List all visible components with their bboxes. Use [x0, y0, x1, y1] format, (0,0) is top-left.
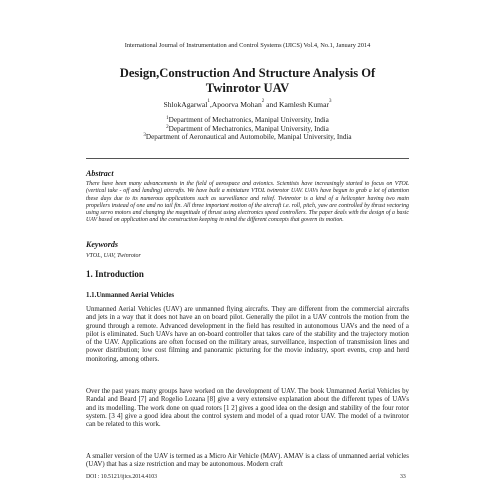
affiliation-text: Department of Mechatronics, Manipal University, India — [168, 116, 329, 124]
page-number: 33 — [400, 474, 406, 480]
keywords-heading: Keywords — [86, 240, 118, 249]
affiliation-mark: 2 — [166, 124, 169, 130]
doi-footer: DOI : 10.5121/ijics.2014.4103 — [86, 474, 158, 480]
subsection-heading: 1.1.Unmanned Aerial Vehicles — [86, 292, 175, 299]
author-affil-mark: 1 — [207, 99, 210, 104]
author-name: ,Apoorva Mohan — [209, 100, 262, 109]
paper-title-line-1: Design,Construction And Structure Analysis Of — [119, 66, 376, 80]
body-paragraph: Unmanned Aerial Vehicles (UAV) are unmanned flying aircrafts. They are different from the commercial aircrafts and jets in a way that it does not have an on board pilot. Generally the pilot in a UAV controls the motion from the ground through a remote. Advanced development in the field has resulted in autonomous UAVs and the need of a pilot is eliminated. Such UAVs have an on-board controller that takes care of the stability and the trajectory motion of the UAV. Applications are often focused on the military areas, surveillance, inspection of transmission lines and power distribution; low cost filming and panoramic picturing for the movie industry, sport events, crop and herd monitoring, among others. — [86, 306, 409, 363]
section-heading: 1. Introduction — [86, 269, 144, 279]
author-name: and Kamlesh Kumar — [264, 100, 329, 109]
abstract-heading: Abstract — [86, 169, 114, 178]
paper-title-line-2: Twinrotor UAV — [205, 81, 290, 95]
affiliation — [0, 116, 495, 125]
affiliation-mark: 1 — [166, 116, 169, 121]
body-paragraph: A smaller version of the UAV is termed as a Micro Air Vehicle (MAV). AMAV is a class of unmanned aerial vehicles (UAV) that has a size restriction and may be autonomous. Modern craft — [86, 453, 409, 469]
affiliation-text: Department of Aeronautical and Automobile, Manipal University, India — [145, 133, 352, 142]
keywords-text: VTOL, UAV, Twinrotor — [86, 253, 141, 259]
divider — [86, 158, 409, 159]
paper-title — [60, 66, 435, 96]
author-name: ShlokAgarwal — [163, 100, 208, 109]
affiliation — [0, 125, 495, 134]
journal-header: International Journal of Instrumentation and Control Systems (IJICS) Vol.4, No.1, January 2014 — [124, 42, 371, 49]
affiliation-list — [0, 116, 495, 142]
abstract-text: There have been many advancements in the field of aerospace and avionics. Scientists have increasingly started to focus on VTOL (vertical take - off and landing) aircrafts. We have built a miniature VTOL twinrotor UAV. UAVs have begun to grab a lot of attention these days due to its numerous applications such as surveillance and relief. Twinrotor is a kind of a helicopter having two main propellers instead of one and no tail fin. All three important motion of the aircraft i.e. roll, pitch, yaw are controlled by thrust vectoring using servo motors and changing the magnitude of thrust using electronics speed controllers. The paper deals with the design of a basic UAV based on application and the construction keeping in mind the different concepts that govern its motion. — [86, 181, 409, 224]
author-affil-mark: 3 — [329, 99, 332, 104]
affiliation-text: Department of Mechatronics, Manipal University, India — [168, 124, 329, 133]
body-paragraph: Over the past years many groups have worked on the development of UAV. The book Unmanned Aerial Vehicles by Randal and Beard [7] and Rogelio Lozana [8] give a very extensive explanation about the different types of UAVs and its modelling. The work done on quad rotors [1 2] gives a good idea on the design and stability of the four rotor system. [3 4] give a good idea about the control system and model of a quad rotor UAV. The model of a twinrotor can be related to this work. — [86, 388, 409, 429]
author-affil-mark: 2 — [261, 99, 265, 104]
affiliation-mark: 3 — [143, 133, 146, 139]
affiliation — [0, 133, 495, 142]
author-list — [0, 100, 495, 109]
